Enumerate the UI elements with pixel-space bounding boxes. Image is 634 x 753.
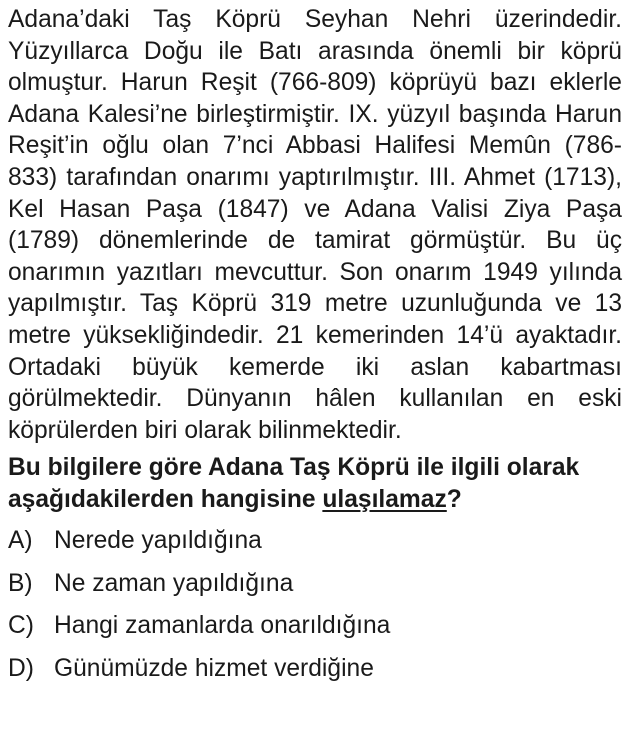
question-mark: ? (446, 486, 462, 514)
option-c[interactable] (8, 605, 622, 648)
option-text: Nerede yapıldığına (54, 527, 262, 555)
option-text: Günümüzde hizmet verdiğine (54, 654, 374, 682)
option-text: Hangi zamanlarda onarıldığına (54, 612, 391, 640)
question-text: Bu bilgilere göre Adana Taş Köprü ile ilgili olarak aşağıdakilerden hangisine (8, 454, 580, 514)
answer-options (8, 520, 622, 690)
option-letter: B) (8, 569, 33, 597)
option-d[interactable] (8, 648, 622, 691)
option-letter: D) (8, 654, 34, 682)
option-b[interactable] (8, 563, 622, 606)
option-letter: A) (8, 527, 33, 555)
option-letter: C) (8, 612, 34, 640)
reading-passage: Adana’daki Taş Köprü Seyhan Nehri üzerindedir. Yüzyıllarca Doğu ile Batı arasında önemli bir köprü olmuştur. Harun Reşit (766-809) köprüyü bazı eklerle Adana Kalesi’ne birleştirmiştir. IX. yüzyıl başında Harun Reşit’in oğlu olan 7’nci Abbasi Halifesi Memûn (786-833) tarafından onarımı yaptırılmıştır. III. Ahmet (1713), Kel Hasan Paşa (1847) ve Adana Valisi Ziya Paşa (1789) dönemlerinde de tamirat görmüştür. Bu üç onarımın yazıtları mevcuttur. Son onarım 1949 yılında yapılmıştır. Taş Köprü 319 metre uzunluğunda ve 13 metre yüksekliğindedir. 21 kemerinden 14’ü ayaktadır. Ortadaki büyük kemerde iki aslan kabartması görülmektedir. Dünyanın hâlen kullanılan en eski köprülerden biri olarak bilinmektedir. (8, 6, 622, 444)
option-text: Ne zaman yapıldığına (54, 569, 294, 597)
question-page (8, 4, 622, 690)
option-a[interactable] (8, 520, 622, 563)
question-stem (8, 452, 622, 516)
question-negative-word: ulaşılamaz (322, 486, 447, 514)
